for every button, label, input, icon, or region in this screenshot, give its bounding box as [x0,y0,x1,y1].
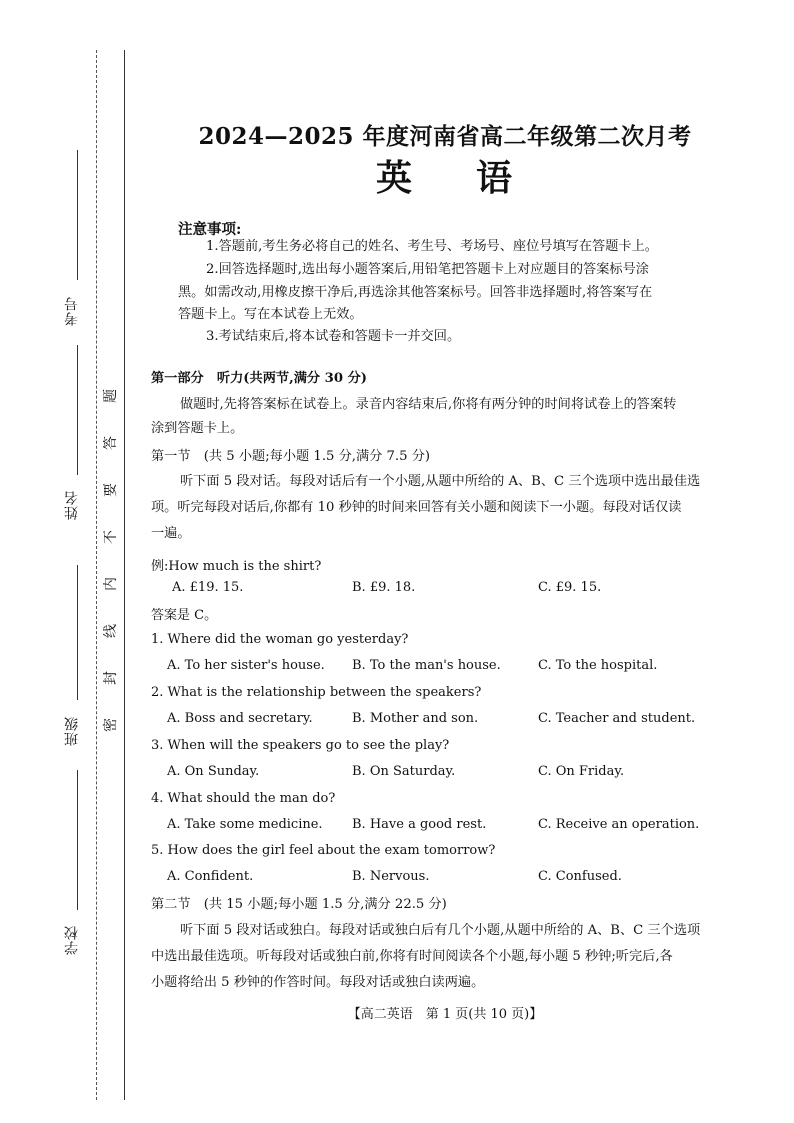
subject-title [130,150,760,201]
question-1: 1. Where did the woman go yesterday? [151,632,409,647]
section2-heading: 第二节 (共 15 小题;每小题 1.5 分,满分 22.5 分) [151,897,447,912]
seal-char: 答 [103,436,119,450]
part1-heading: 第一部分 听力(共两节,满分 30 分) [151,371,368,386]
example-question: 例:How much is the shirt? [151,559,322,574]
q2-option-c: C. Teacher and student. [538,711,696,726]
name-label: 姓名 [64,490,80,520]
question-5: 5. How does the girl feel about the exam tomorrow? [151,843,496,858]
notice-line: 3.考试结束后,将本试卷和答题卡一并交回。 [206,329,461,344]
name-line [77,345,78,475]
q2-option-a: A. Boss and secretary. [167,711,313,726]
part1-intro-line: 做题时,先将答案标在试卷上。录音内容结束后,你将有两分钟的时间将试卷上的答案转 [180,397,677,412]
q4-option-c: C. Receive an operation. [538,817,700,832]
q1-option-b: B. To the man's house. [352,658,501,673]
q3-option-b: B. On Saturday. [352,764,456,779]
seal-char: 线 [103,624,119,638]
q3-option-a: A. On Sunday. [167,764,260,779]
seal-char: 要 [103,483,119,497]
q2-option-b: B. Mother and son. [352,711,479,726]
page-footer: 【高二英语 第 1 页(共 10 页)】 [347,1007,543,1022]
q5-option-a: A. Confident. [167,869,254,884]
section2-instruction: 中选出最佳选项。听每段对话或独白前,你将有时间阅读各个小题,每小题 5 秒钟;听完后,各 [151,949,673,964]
school-label: 学校 [64,925,80,955]
section2-instruction: 小题将给出 5 秒钟的作答时间。每段对话或独白读两遍。 [151,975,485,990]
q3-option-c: C. On Friday. [538,764,625,779]
class-label: 班级 [64,716,80,746]
exam-title: 2024—2025 年度河南省高二年级第二次月考 [198,123,692,150]
school-line [77,770,78,910]
q1-option-c: C. To the hospital. [538,658,658,673]
question-2: 2. What is the relationship between the speakers? [151,685,482,700]
class-line [77,565,78,700]
example-option-a: A. £19. 15. [172,580,244,595]
section2-instruction: 听下面 5 段对话或独白。每段对话或独白后有几个小题,从题中所给的 A、B、C 三个选项 [180,923,701,938]
section1-instruction: 一遍。 [151,526,191,541]
q4-option-a: A. Take some medicine. [167,817,323,832]
seal-char: 内 [103,577,119,591]
q5-option-b: B. Nervous. [352,869,430,884]
subject-char: 语 [476,157,515,199]
q4-option-b: B. Have a good rest. [352,817,487,832]
seal-char: 封 [103,671,119,685]
seal-char: 不 [103,530,119,544]
subject-char: 英 [375,157,414,199]
notice-line: 黑。如需改动,用橡皮擦干净后,再选涂其他答案标号。回答非选择题时,将答案写在 [178,285,653,300]
exam-no-label: 考号 [64,296,80,326]
q5-option-c: C. Confused. [538,869,622,884]
seal-char: 密 [103,718,119,732]
example-option-c: C. £9. 15. [538,580,602,595]
question-3: 3. When will the speakers go to see the play? [151,738,450,753]
seal-char: 题 [103,389,119,403]
section1-heading: 第一节 (共 5 小题;每小题 1.5 分,满分 7.5 分) [151,449,431,464]
notice-line: 答题卡上。写在本试卷上无效。 [178,307,363,322]
notice-heading: 注意事项: [178,221,242,238]
section1-instruction: 项。听完每段对话后,你都有 10 秒钟的时间来回答有关小题和阅读下一小题。每段对话仅读 [151,500,682,515]
section1-instruction: 听下面 5 段对话。每段对话后有一个小题,从题中所给的 A、B、C 三个选项中选出最佳选 [180,474,701,489]
part1-intro-line: 涂到答题卡上。 [151,421,244,436]
example-option-b: B. £9. 18. [352,580,416,595]
example-answer: 答案是 C。 [151,608,218,623]
q1-option-a: A. To her sister's house. [167,658,325,673]
exam-no-line [77,150,78,280]
notice-line: 2.回答选择题时,选出每小题答案后,用铅笔把答题卡上对应题目的答案标号涂 [206,262,649,277]
binding-solid-line [124,50,125,1100]
question-4: 4. What should the man do? [151,791,336,806]
notice-line: 1.答题前,考生务必将自己的姓名、考生号、考场号、座位号填写在答题卡上。 [206,239,658,254]
binding-dashed-line [96,50,97,1100]
